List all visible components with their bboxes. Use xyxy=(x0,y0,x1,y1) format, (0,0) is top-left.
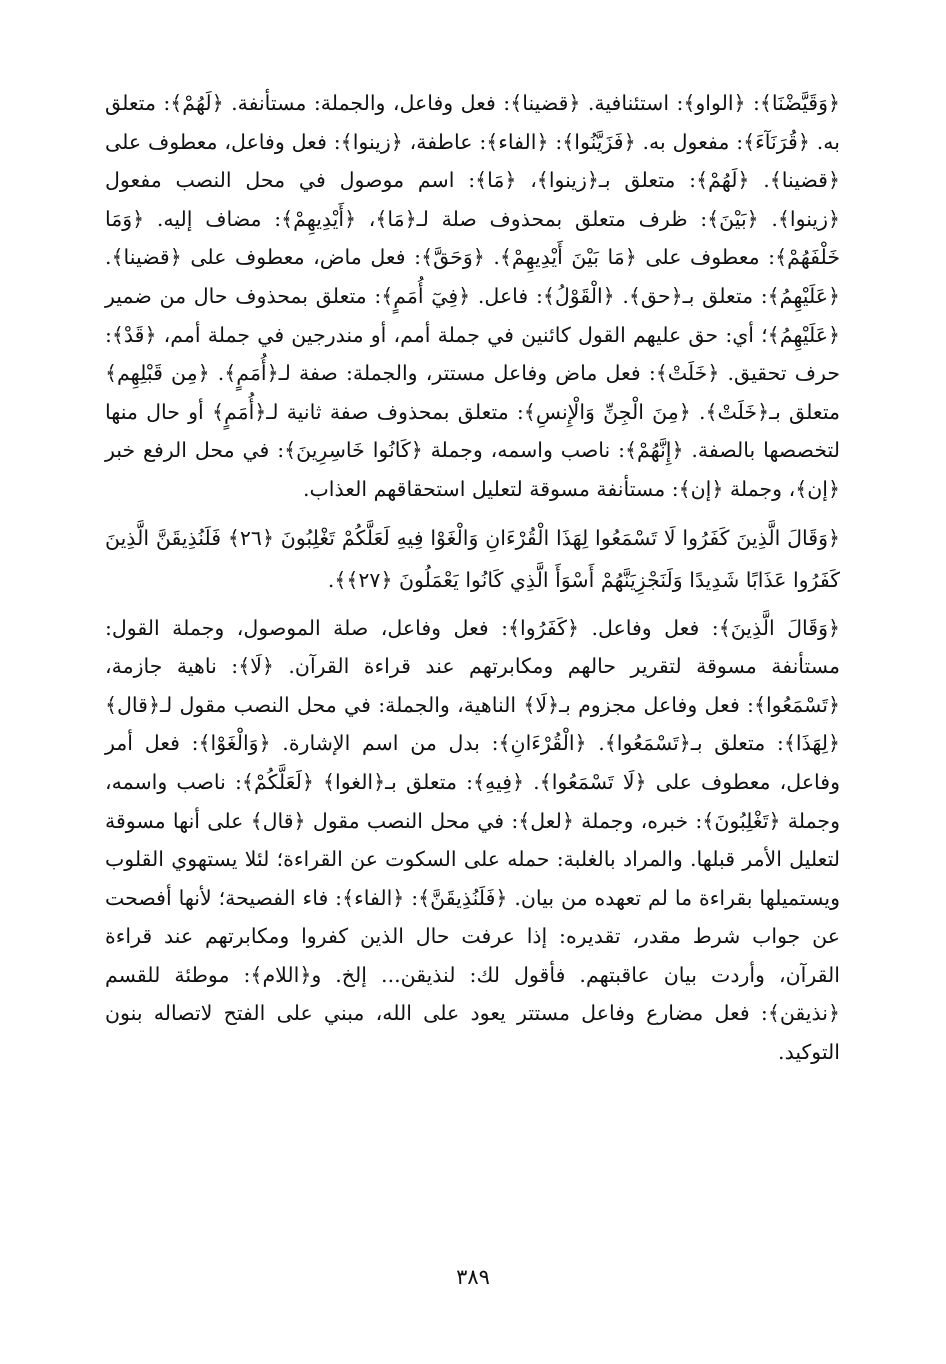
commentary-paragraph-1: ﴿وَقَيَّضْنَا﴾: ﴿الواو﴾: استئنافية. ﴿قضينا﴾: فعل وفاعل، والجملة: مستأنفة. ﴿لَهُمْ﴾: متعلق به. ﴿قُرَنَآءَ﴾: مفعول به. ﴿فَزَيَّنُوا﴾: ﴿الفاء﴾: عاطفة، ﴿زينوا﴾: فعل وفاعل، معطوف على ﴿قضينا﴾. ﴿لَهُمْ﴾: متعلق بـ﴿زينوا﴾، ﴿مَا﴾: اسم موصول في محل النصب مفعول ﴿زينوا﴾. ﴿بَيْنَ﴾: ظرف متعلق بمحذوف صلة لـ﴿مَا﴾، ﴿أَيْدِيهِمْ﴾: مضاف إليه. ﴿وَمَا خَلْفَهُمْ﴾: معطوف على ﴿مَا بَيْنَ أَيْدِيهِمْ﴾. ﴿وَحَقَّ﴾: فعل ماض، معطوف على ﴿قضينا﴾. ﴿عَلَيْهِمُ﴾: متعلق بـ﴿حق﴾. ﴿الْقَوْلُ﴾: فاعل. ﴿فِيٓ أُمَمٍ﴾: متعلق بمحذوف حال من ضمير ﴿عَلَيْهِمُ﴾؛ أي: حق عليهم القول كائنين في جملة أمم، أو مندرجين في جملة أمم، ﴿قَدْ﴾: حرف تحقيق. ﴿خَلَتْ﴾: فعل ماض وفاعل مستتر، والجملة: صفة لـ﴿أُمَمٍ﴾. ﴿مِن قَبْلِهِم﴾ متعلق بـ﴿خَلَتْ﴾. ﴿مِنَ الْجِنِّ وَالْإِنسِ﴾: متعلق بمحذوف صفة ثانية لـ﴿أُمَمٍ﴾ أو حال منها لتخصصها بالصفة. ﴿إِنَّهُمْ﴾: ناصب واسمه، وجملة ﴿كَانُوا خَاسِرِينَ﴾: في محل الرفع خبر ﴿إن﴾، وجملة ﴿إن﴾: مستأنفة مسوقة لتعليل استحقاقهم العذاب. xyxy=(105,91,840,501)
page-body xyxy=(105,84,840,1072)
quran-verse: ﴿وَقَالَ الَّذِينَ كَفَرُوا لَا تَسْمَعُوا لِهَذَا الْقُرْءَانِ وَالْغَوْا فِيهِ لَعَلَّكُمْ تَغْلِبُونَ ﴿٢٦﴾ فَلَنُذِيقَنَّ الَّذِينَ كَفَرُوا عَذَابًا شَدِيدًا وَلَنَجْزِيَنَّهُمْ أَسْوَأَ الَّذِي كَانُوا يَعْمَلُونَ ﴿٢٧﴾﴾. xyxy=(105,525,840,592)
commentary-paragraph-2: ﴿وَقَالَ الَّذِينَ﴾: فعل وفاعل. ﴿كَفَرُوا﴾: فعل وفاعل، صلة الموصول، وجملة القول: مستأنفة مسوقة لتقرير حالهم ومكابرتهم عند قراءة القرآن. ﴿لَا﴾: ناهية جازمة، ﴿تَسْمَعُوا﴾: فعل وفاعل مجزوم بـ﴿لَا﴾ الناهية، والجملة: في محل النصب مقول لـ﴿قال﴾ ﴿لِهَذَا﴾: متعلق بـ﴿تَسْمَعُوا﴾. ﴿الْقُرْءَانِ﴾: بدل من اسم الإشارة. ﴿وَالْغَوْا﴾: فعل أمر وفاعل، معطوف على ﴿لَا تَسْمَعُوا﴾. ﴿فِيهِ﴾: متعلق بـ﴿الغوا﴾ ﴿لَعَلَّكُمْ﴾: ناصب واسمه، وجملة ﴿تَغْلِبُونَ﴾: خبره، وجملة ﴿لعل﴾: في محل النصب مقول ﴿قال﴾ على أنها مسوقة لتعليل الأمر قبلها. والمراد بالغلبة: حمله على السكوت عن القراءة؛ لئلا يستهوي القلوب ويستميلها بقراءة ما لم تعهده من بيان. ﴿فَلَنُذِيقَنَّ﴾: ﴿الفاء﴾: فاء الفصيحة؛ لأنها أفصحت عن جواب شرط مقدر، تقديره: إذا عرفت حال الذين كفروا ومكابرتهم عند قراءة القرآن، وأردت بيان عاقبتهم. فأقول لك: لنذيقن... إلخ. و﴿اللام﴾: موطئة للقسم ﴿نذيقن﴾: فعل مضارع وفاعل مستتر يعود على الله، مبني على الفتح لاتصاله بنون التوكيد. xyxy=(105,615,840,1065)
page-number: ٣٨٩ xyxy=(456,1265,490,1289)
